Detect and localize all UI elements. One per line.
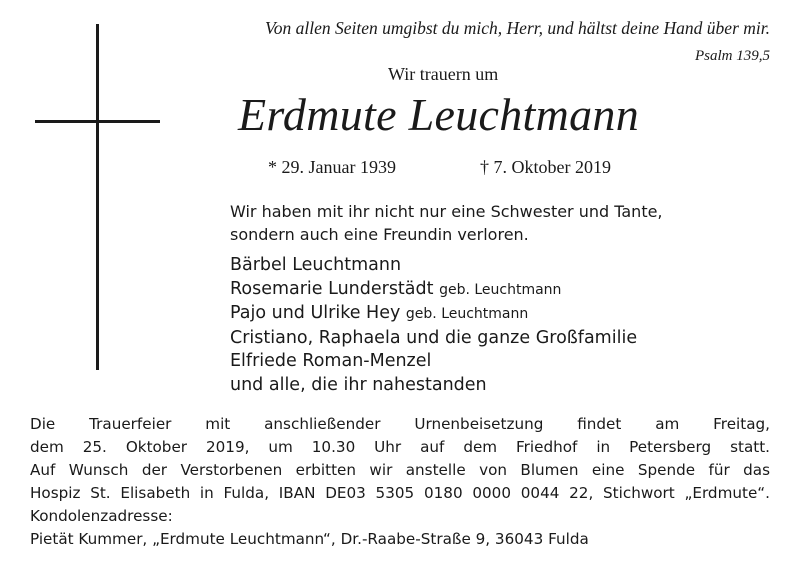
- mourner-row: [230, 254, 637, 278]
- birth-date: * 29. Januar 1939: [268, 157, 396, 177]
- funeral-line: Auf Wunsch der Verstorbenen erbitten wir anstelle von Blumen eine Spende für das: [30, 461, 770, 479]
- condolence-label: Kondolenzadresse:: [30, 507, 173, 525]
- mourner-maiden-name: geb. Leuchtmann: [405, 306, 529, 322]
- mourner-name: Pajo und Ulrike Hey: [230, 303, 401, 323]
- mourner-name: Rosemarie Lunderstädt: [230, 278, 434, 299]
- condolence-address: Pietät Kummer, „Erdmute Leuchtmann“, Dr.-Raabe-Straße 9, 36043 Fulda: [30, 530, 589, 548]
- message-line: Wir haben mit ihr nicht nur eine Schwester und Tante,: [230, 202, 663, 221]
- mourner-row: [230, 302, 637, 327]
- funeral-line: dem 25. Oktober 2019, um 10.30 Uhr auf dem Friedhof in Petersberg statt.: [30, 438, 770, 456]
- mourner-name: Elfriede Roman-Menzel: [230, 351, 432, 371]
- cross-icon-vertical-bar: [96, 24, 99, 370]
- funeral-line: Die Trauerfeier mit anschließender Urnenbeisetzung findet am Freitag,: [30, 415, 770, 433]
- mourner-name: Cristiano, Raphaela und die ganze Großfamilie: [230, 327, 638, 348]
- deceased-name: Erdmute Leuchtmann: [238, 89, 640, 140]
- mourner-row: [230, 374, 637, 398]
- death-date: † 7. Oktober 2019: [480, 157, 611, 177]
- bible-verse: Von allen Seiten umgibst du mich, Herr, und hältst deine Hand über mir.: [264, 18, 770, 38]
- funeral-line: Hospiz St. Elisabeth in Fulda, IBAN DE03 5305 0180 0000 0044 22, Stichwort „Erdmute“.: [30, 484, 770, 502]
- bible-verse-source: Psalm 139,5: [695, 48, 770, 64]
- intro-text: Wir trauern um: [388, 64, 499, 84]
- mourner-row: [230, 327, 637, 351]
- message-line: sondern auch eine Freundin verloren.: [230, 225, 529, 244]
- funeral-details: [30, 413, 770, 551]
- mourner-name: Bärbel Leuchtmann: [230, 255, 402, 275]
- mourner-maiden-name: geb. Leuchtmann: [439, 281, 562, 298]
- mourner-name: und alle, die ihr nahestanden: [230, 374, 487, 395]
- mourners-list: [230, 254, 637, 397]
- cross-icon-horizontal-bar: [35, 120, 160, 123]
- mourner-row: [230, 350, 637, 374]
- mourner-row: [230, 278, 637, 303]
- message-block: [230, 200, 663, 246]
